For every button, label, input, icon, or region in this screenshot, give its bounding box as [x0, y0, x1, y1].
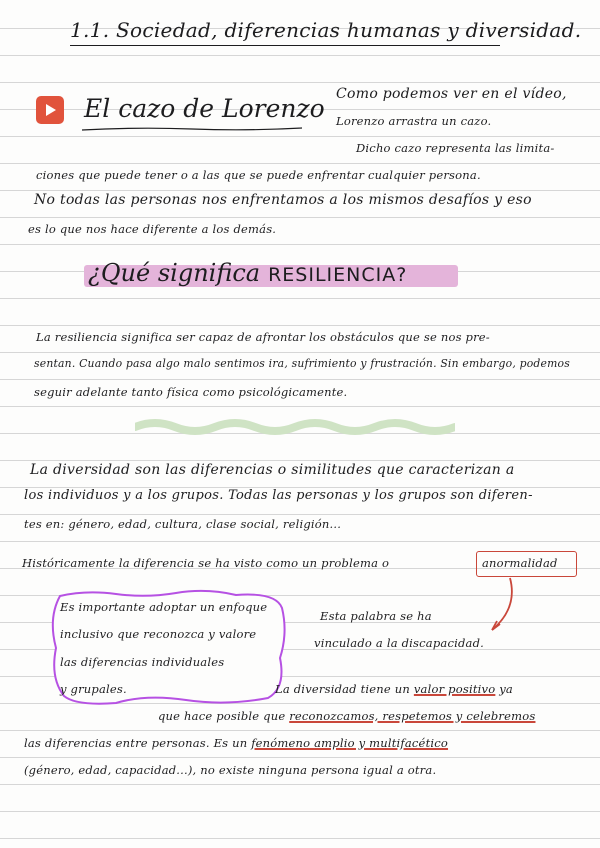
resiliencia-heading [88, 259, 407, 287]
positive-underlined: valor positivo [413, 682, 496, 696]
heading-underline [70, 44, 500, 47]
video-body-line-2: No todas las personas nos enfrentamos a los mismos desafíos y eso [34, 192, 532, 208]
diversidad-line-3: tes en: género, edad, cultura, clase social, religión... [24, 517, 342, 531]
resiliencia-line-3: seguir adelante tanto física como psicológicamente. [34, 385, 348, 399]
video-side-line-3: Dicho cazo representa las limita- [356, 141, 555, 155]
note-line-1: Esta palabra se ha [320, 609, 432, 623]
play-triangle-icon [36, 96, 64, 124]
video-body-line-1: ciones que puede tener o a las que se puede enfrentar cualquier persona. [36, 168, 481, 182]
section-heading: 1.1. Sociedad, diferencias humanas y diversidad. [70, 18, 582, 42]
play-button-icon[interactable] [36, 96, 64, 124]
note-line-2: vinculado a la discapacidad. [314, 636, 485, 650]
diversidad-line-1: La diversidad son las diferencias o similitudes que caracterizan a [30, 462, 515, 478]
callout-line-1: Es importante adoptar un enfoque [60, 600, 268, 614]
arrow-icon [470, 566, 530, 646]
resiliencia-question-prefix: ¿Qué significa [88, 259, 261, 287]
last-line: (género, edad, capacidad...), no existe ninguna persona igual a otra. [24, 763, 437, 777]
callout-line-3: las diferencias individuales [60, 655, 225, 669]
reconocer-underlined: reconozcamos, respetemos y celebremos [289, 709, 536, 723]
resiliencia-keyword: RESILIENCIA? [268, 264, 408, 286]
video-title-underline [82, 126, 302, 132]
resiliencia-line-2: sentan. Cuando pasa algo malo sentimos ira, sufrimiento y frustración. Sin embargo, podemos [34, 357, 570, 370]
positive-after: ya [499, 682, 513, 696]
positive-before: La diversidad tiene un [275, 682, 410, 696]
reconocer-before: que hace posible que [158, 709, 286, 723]
video-title: El cazo de Lorenzo [84, 94, 325, 123]
reconocer-line [158, 709, 535, 723]
video-body-line-3: es lo que nos hace diferente a los demás. [28, 222, 277, 236]
resiliencia-line-1: La resiliencia significa ser capaz de afrontar los obstáculos que se nos pre- [36, 330, 490, 344]
fenomeno-before: las diferencias entre personas. Es un [24, 736, 248, 750]
video-side-line-1: Como podemos ver en el vídeo, [336, 86, 567, 102]
fenomeno-line [24, 736, 448, 750]
anormalidad-word: anormalidad [482, 556, 558, 570]
callout-line-2: inclusivo que reconozca y valore [60, 627, 257, 641]
diversidad-line-2: los individuos y a los grupos. Todas las personas y los grupos son diferen- [24, 488, 533, 503]
video-side-line-2: Lorenzo arrastra un cazo. [336, 114, 492, 128]
fenomeno-underlined: fenómeno amplio y multifacético [251, 736, 449, 750]
wavy-divider [135, 418, 455, 436]
callout-line-4: y grupales. [60, 682, 127, 696]
positive-line [275, 682, 513, 696]
history-line: Históricamente la diferencia se ha visto como un problema o [22, 556, 390, 570]
